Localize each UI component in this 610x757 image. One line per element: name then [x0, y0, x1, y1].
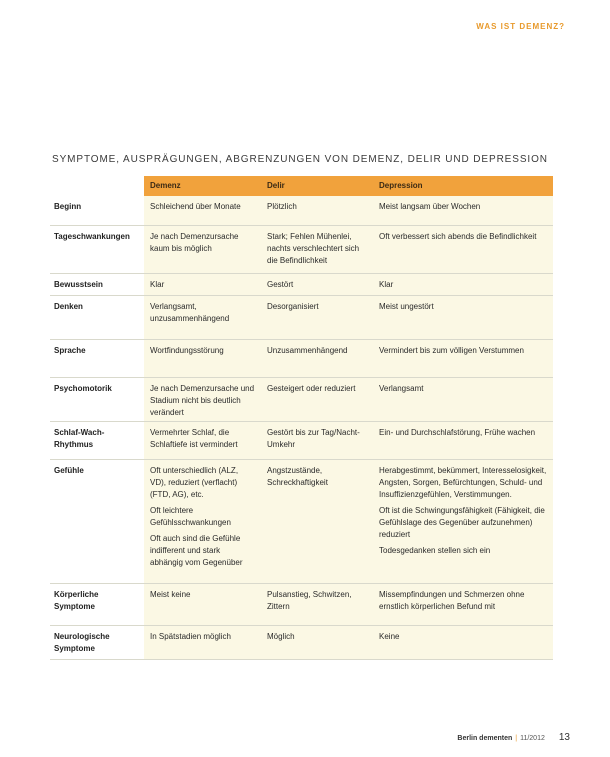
cell-text: Meist keine [150, 590, 191, 599]
cell-text: Herabgestimmt, bekümmert, Interesselosigkeit, Angsten, Sorgen, Befürchtungen, Schuld- und Insuffizienzgefühlen, Verstimmungen. [379, 466, 547, 499]
cell-text: Angstzustände, Schreckhaftigkeit [267, 466, 328, 487]
table-cell [144, 378, 261, 421]
table-cell [373, 340, 553, 377]
table-cell [261, 460, 373, 583]
cell-text: Oft auch sind die Gefühle indifferent und stark abhängig vom Gegenüber [150, 534, 243, 567]
table-cell [373, 296, 553, 339]
table-cell [373, 626, 553, 659]
table-cell [373, 226, 553, 273]
cell-text: Oft leichtere Gefühlsschwankungen [150, 506, 231, 527]
cell-text: Je nach Demenzursache und Stadium nicht bis deutlich verändert [150, 384, 255, 417]
table-cell [261, 422, 373, 459]
cell-text: Vermindert bis zum völligen Verstummen [379, 346, 524, 355]
row-label: Tageschwankungen [54, 232, 130, 241]
cell-text: Pulsanstieg, Schwitzen, Zittern [267, 590, 352, 611]
table-row [50, 296, 553, 340]
cell-text: Meist langsam über Wochen [379, 202, 481, 211]
table-cell [144, 196, 261, 225]
cell-text: In Spätstadien möglich [150, 632, 231, 641]
table-cell [261, 226, 373, 273]
page-title: SYMPTOME, AUSPRÄGUNGEN, ABGRENZUNGEN VON DEMENZ, DELIR UND DEPRESSION [52, 154, 548, 165]
header-empty [50, 176, 144, 196]
table-cell [144, 226, 261, 273]
table-row [50, 626, 553, 660]
cell-text: Keine [379, 632, 400, 641]
cell-text: Klar [379, 280, 394, 289]
table-row [50, 274, 553, 296]
row-label: Psychomotorik [54, 384, 112, 393]
table-row [50, 340, 553, 378]
cell-text: Oft unterschiedlich (ALZ, VD), reduziert (verflacht) (FTD, AG), etc. [150, 466, 239, 499]
footer-brand: Berlin dementen [457, 735, 513, 742]
table-cell [261, 340, 373, 377]
row-label: Bewusstsein [54, 280, 103, 289]
table-cell [144, 626, 261, 659]
cell-text: Vermehrter Schlaf, die Schlaftiefe ist vermindert [150, 428, 238, 449]
cell-text: Oft verbessert sich abends die Befindlichkeit [379, 232, 537, 241]
cell-text: Schleichend über Monate [150, 202, 241, 211]
cell-text: Plötzlich [267, 202, 297, 211]
table-body [50, 196, 553, 660]
table-cell [144, 584, 261, 625]
table-cell [373, 378, 553, 421]
row-label: Körperliche Symptome [54, 590, 99, 611]
cell-text: Ein- und Durchschlafstörung, Frühe wachen [379, 428, 536, 437]
table-cell [373, 274, 553, 295]
cell-text: Klar [150, 280, 165, 289]
table-cell [144, 274, 261, 295]
col-depression: Depression [373, 176, 553, 196]
cell-text: Todesgedanken stellen sich ein [379, 546, 491, 555]
page-footer: Berlin dementen | 11/2012 13 [457, 732, 570, 743]
table-cell [373, 584, 553, 625]
page-number: 13 [558, 732, 570, 743]
table-row [50, 226, 553, 274]
table-cell [144, 296, 261, 339]
table-cell [261, 378, 373, 421]
cell-text: Verlangsamt [379, 384, 424, 393]
row-label: Gefühle [54, 466, 84, 475]
col-delir: Delir [261, 176, 373, 196]
table-row [50, 196, 553, 226]
row-label: Neurologische Symptome [54, 632, 110, 653]
cell-text: Gestört bis zur Tag/Nacht-Umkehr [267, 428, 360, 449]
cell-text: Je nach Demenzursache kaum bis möglich [150, 232, 239, 253]
cell-text: Möglich [267, 632, 295, 641]
table-row [50, 378, 553, 422]
cell-text: Unzusammenhängend [267, 346, 348, 355]
table-cell [261, 196, 373, 225]
row-label: Beginn [54, 202, 82, 211]
row-label: Schlaf-Wach-Rhythmus [54, 428, 105, 449]
section-header: WAS IST DEMENZ? [476, 22, 565, 31]
comparison-table [50, 176, 553, 660]
table-cell [144, 460, 261, 583]
cell-text: Oft ist die Schwingungsfähigkeit (Fähigkeit, die Gefühlslage des Gegenüber aufzunehmen) reduziert [379, 506, 545, 539]
table-cell [144, 340, 261, 377]
cell-text: Wortfindungsstörung [150, 346, 224, 355]
table-cell [144, 422, 261, 459]
cell-text: Gesteigert oder reduziert [267, 384, 356, 393]
footer-extra: 11/2012 [520, 735, 545, 742]
table-row [50, 422, 553, 460]
col-demenz: Demenz [144, 176, 261, 196]
table-header [50, 176, 553, 196]
cell-text: Gestört [267, 280, 294, 289]
table-cell [261, 274, 373, 295]
table-cell [373, 422, 553, 459]
cell-text: Desorganisiert [267, 302, 319, 311]
table-cell [261, 626, 373, 659]
table-cell [373, 196, 553, 225]
table-cell [261, 296, 373, 339]
row-label: Denken [54, 302, 83, 311]
cell-text: Verlangsamt, unzusammenhängend [150, 302, 230, 323]
cell-text: Stark; Fehlen Mühenlei, nachts verschlechtert sich die Befindlichkeit [267, 232, 360, 265]
cell-text: Missempfindungen und Schmerzen ohne ernstlich körperlichen Befund mit [379, 590, 525, 611]
table-row [50, 584, 553, 626]
table-cell [373, 460, 553, 583]
table-cell [261, 584, 373, 625]
cell-text: Meist ungestört [379, 302, 434, 311]
row-label: Sprache [54, 346, 86, 355]
table-row [50, 460, 553, 584]
